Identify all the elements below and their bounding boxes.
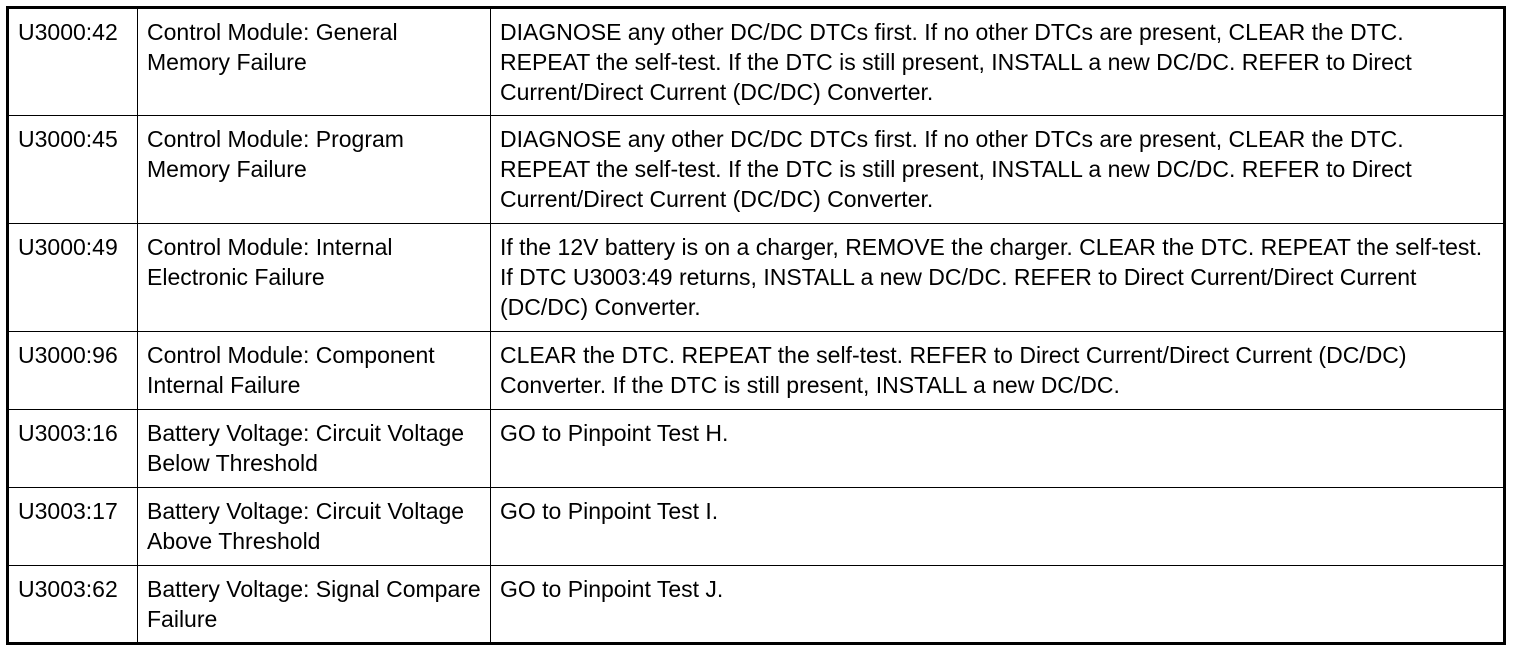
dtc-code-cell: U3003:17 [8, 488, 138, 566]
dtc-description-cell: Control Module: General Memory Failure [138, 8, 491, 116]
dtc-description-cell: Battery Voltage: Circuit Voltage Above Threshold [138, 488, 491, 566]
dtc-action-cell: GO to Pinpoint Test I. [491, 488, 1505, 566]
table-row [8, 488, 1505, 566]
table-row [8, 566, 1505, 644]
dtc-code-cell: U3000:42 [8, 8, 138, 116]
dtc-description-cell: Control Module: Component Internal Failure [138, 332, 491, 410]
dtc-action-cell: If the 12V battery is on a charger, REMOVE the charger. CLEAR the DTC. REPEAT the self-test. If DTC U3003:49 returns, INSTALL a new DC/DC. REFER to Direct Current/Direct Current (DC/DC) Converter. [491, 224, 1505, 332]
dtc-action-cell: CLEAR the DTC. REPEAT the self-test. REFER to Direct Current/Direct Current (DC/DC) Converter. If the DTC is still present, INSTALL a new DC/DC. [491, 332, 1505, 410]
dtc-table [6, 6, 1506, 645]
table-row [8, 224, 1505, 332]
dtc-code-cell: U3000:49 [8, 224, 138, 332]
dtc-code-cell: U3003:16 [8, 410, 138, 488]
dtc-description-cell: Control Module: Program Memory Failure [138, 116, 491, 224]
dtc-action-cell: GO to Pinpoint Test J. [491, 566, 1505, 644]
table-row [8, 332, 1505, 410]
dtc-description-cell: Control Module: Internal Electronic Failure [138, 224, 491, 332]
table-row [8, 410, 1505, 488]
dtc-code-cell: U3000:45 [8, 116, 138, 224]
dtc-action-cell: DIAGNOSE any other DC/DC DTCs first. If no other DTCs are present, CLEAR the DTC. REPEAT the self-test. If the DTC is still present, INSTALL a new DC/DC. REFER to Direct Current/Direct Current (DC/DC) Converter. [491, 8, 1505, 116]
dtc-description-cell: Battery Voltage: Circuit Voltage Below Threshold [138, 410, 491, 488]
dtc-action-cell: DIAGNOSE any other DC/DC DTCs first. If no other DTCs are present, CLEAR the DTC. REPEAT the self-test. If the DTC is still present, INSTALL a new DC/DC. REFER to Direct Current/Direct Current (DC/DC) Converter. [491, 116, 1505, 224]
dtc-code-cell: U3003:62 [8, 566, 138, 644]
dtc-description-cell: Battery Voltage: Signal Compare Failure [138, 566, 491, 644]
dtc-action-cell: GO to Pinpoint Test H. [491, 410, 1505, 488]
dtc-code-cell: U3000:96 [8, 332, 138, 410]
table-row [8, 116, 1505, 224]
table-row [8, 8, 1505, 116]
